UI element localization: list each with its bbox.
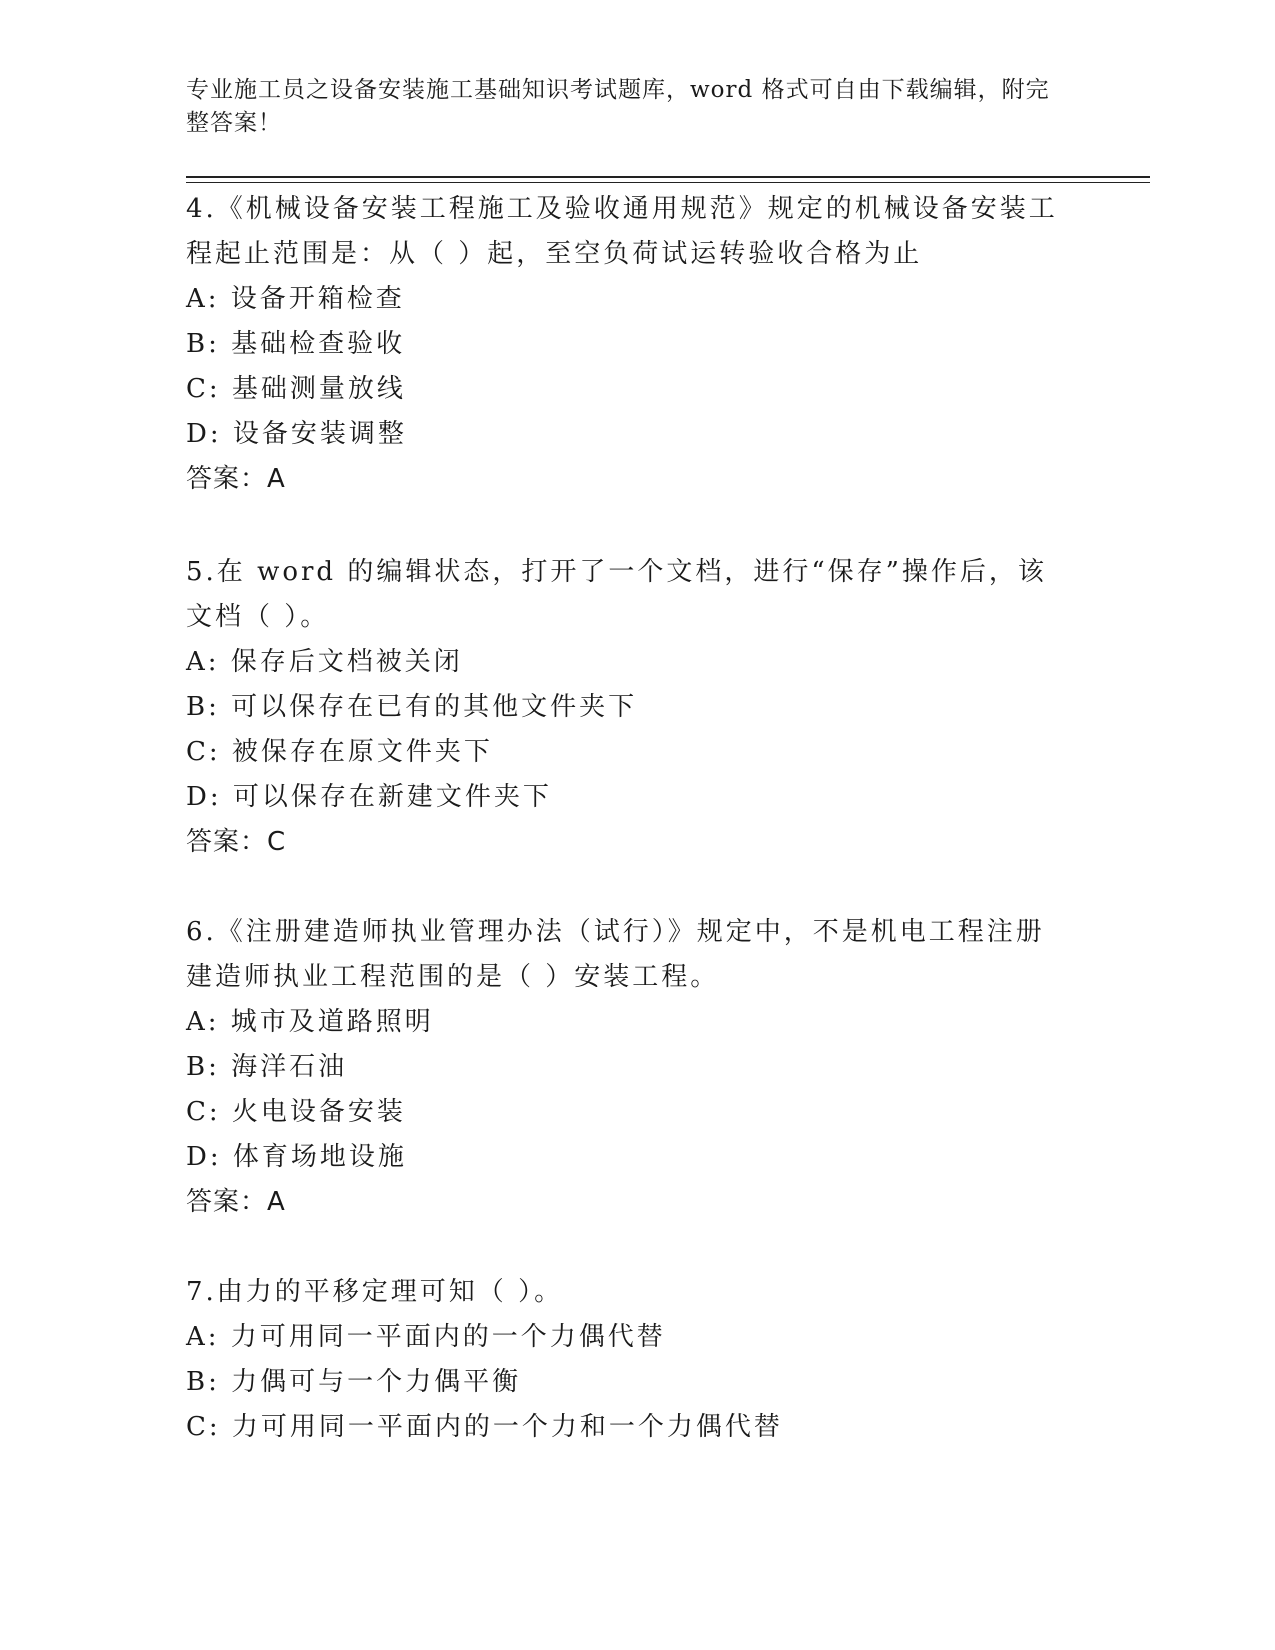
option-a: A: 保存后文档被关闭	[186, 647, 463, 677]
header-line-1: 专业施工员之设备安装施工基础知识考试题库，word 格式可自由下载编辑，附完	[186, 77, 1050, 103]
header-line-2: 整答案！	[186, 110, 282, 136]
answer: 答案：C	[186, 827, 287, 857]
question-6	[186, 910, 1066, 1225]
option-c: C: 基础测量放线	[186, 374, 406, 404]
option-c: C: 力可用同一平面内的一个力和一个力偶代替	[186, 1412, 783, 1442]
answer: 答案：A	[186, 1187, 286, 1217]
question-stem: 4.《机械设备安装工程施工及验收通用规范》规定的机械设备安装工程起止范围是：从（ ）起，至空负荷试运转验收合格为止	[186, 194, 1058, 269]
header-divider-thick	[186, 176, 1150, 178]
question-stem: 6.《注册建造师执业管理办法（试行）》规定中，不是机电工程注册建造师执业工程范围的是（ ）安装工程。	[186, 917, 1045, 992]
question-stem: 7.由力的平移定理可知（ ）。	[186, 1277, 564, 1307]
option-a: A: 城市及道路照明	[186, 1007, 434, 1037]
option-d: D: 可以保存在新建文件夹下	[186, 782, 552, 812]
question-7	[186, 1270, 1066, 1450]
option-a: A: 力可用同一平面内的一个力偶代替	[186, 1322, 666, 1352]
option-c: C: 被保存在原文件夹下	[186, 737, 493, 767]
option-d: D: 体育场地设施	[186, 1142, 407, 1172]
question-4	[186, 187, 1066, 502]
option-d: D: 设备安装调整	[186, 419, 407, 449]
option-c: C: 火电设备安装	[186, 1097, 406, 1127]
document-header	[186, 74, 1056, 140]
option-b: B: 可以保存在已有的其他文件夹下	[186, 692, 638, 722]
question-5	[186, 550, 1066, 865]
answer: 答案：A	[186, 464, 286, 494]
option-a: A: 设备开箱检查	[186, 284, 405, 314]
option-b: B: 力偶可与一个力偶平衡	[186, 1367, 522, 1397]
question-stem: 5.在 word 的编辑状态，打开了一个文档，进行“保存”操作后，该文档（ ）。	[186, 557, 1047, 632]
option-b: B: 基础检查验收	[186, 329, 406, 359]
option-b: B: 海洋石油	[186, 1052, 348, 1082]
header-divider-thin	[186, 182, 1150, 183]
